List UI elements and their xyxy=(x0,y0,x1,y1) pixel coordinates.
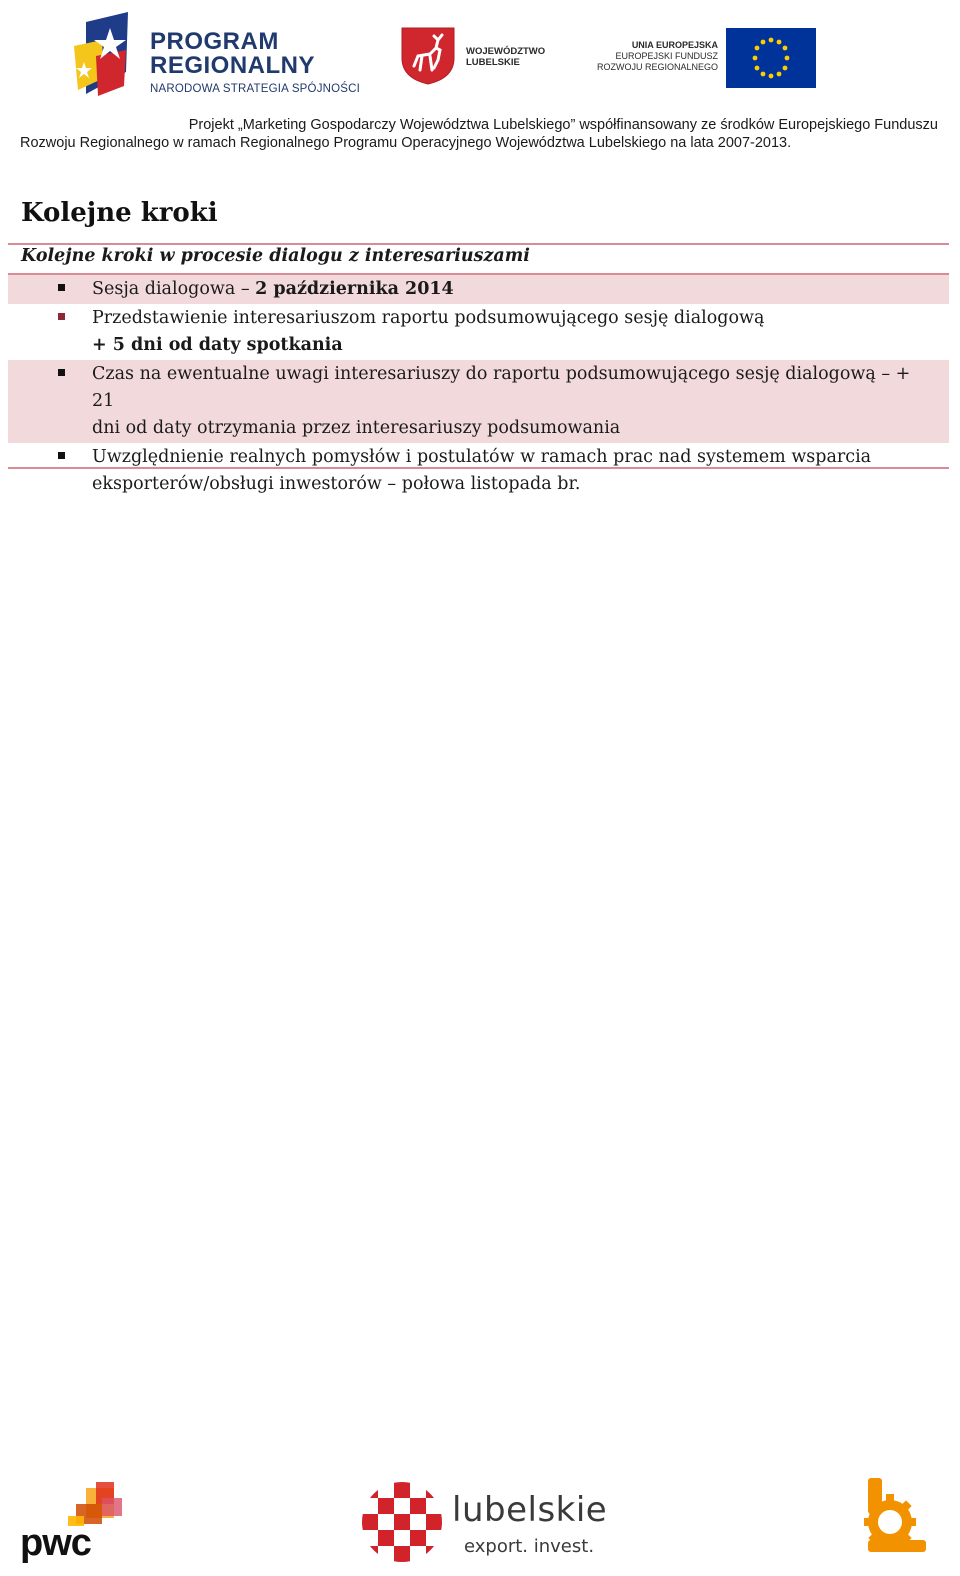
program-regionalny-logo xyxy=(72,10,362,102)
step-text-line2: dni od daty otrzymania przez interesariuszy podsumowania xyxy=(92,418,621,438)
program-logo-line3: NARODOWA STRATEGIA SPÓJNOŚCI xyxy=(150,83,361,95)
eu-logo-line3: ROZWOJU REGIONALNEGO xyxy=(596,62,718,72)
step-text-line2: eksporterów/obsługi inwestorów – połowa listopada br. xyxy=(92,474,581,494)
step-text: Przedstawienie interesariuszom raportu podsumowującego sesję dialogową xyxy=(92,308,765,328)
square-bullet-icon xyxy=(58,284,65,291)
step-text-bold: 2 października 2014 xyxy=(255,279,454,299)
step-text-line2-bold: + 5 dni od daty spotkania xyxy=(92,335,343,355)
pwc-logo xyxy=(20,1482,130,1564)
wojewodztwo-wordmark xyxy=(466,46,545,68)
table-bottom-rule xyxy=(8,467,949,469)
list-item xyxy=(8,443,949,499)
wojewodztwo-line1: WOJEWÓDZTWO xyxy=(466,46,546,57)
program-regionalny-wordmark xyxy=(150,30,360,95)
lubelskie-wordmark: lubelskie xyxy=(452,1490,608,1530)
step-text: Uwzględnienie realnych pomysłów i postulatów w ramach prac nad systemem wsparcia xyxy=(92,447,872,467)
step-text: Sesja dialogowa – xyxy=(92,279,256,299)
eu-logo-line2: EUROPEJSKI FUNDUSZ xyxy=(615,51,718,61)
next-steps-list xyxy=(8,275,949,499)
wojewodztwo-line2: LUBELSKIE xyxy=(466,57,520,68)
square-bullet-icon xyxy=(58,452,65,459)
program-logo-line1: PROGRAM xyxy=(150,28,279,55)
project-note-line1: Projekt „Marketing Gospodarczy Województwa Lubelskiego” współfinansowany ze środków Europejskiego Funduszu xyxy=(188,117,938,133)
project-note-line2: Rozwoju Regionalnego w ramach Regionalnego Programu Operacyjnego Województwa Lubelskiego na lata 2007-2013. xyxy=(20,135,792,151)
square-bullet-icon xyxy=(58,313,65,320)
section-subtitle: Kolejne kroki w procesie dialogu z interesariuszami xyxy=(21,246,530,266)
list-item xyxy=(8,360,949,443)
list-item xyxy=(8,304,949,360)
step-text: Czas na ewentualne uwagi interesariuszy do raportu podsumowującego sesję dialogową – + 21 xyxy=(92,364,911,411)
header-logo-bar xyxy=(0,8,960,104)
gear-logo-icon xyxy=(860,1476,930,1556)
project-cofinancing-note xyxy=(20,116,938,152)
program-regionalny-emblem-icon xyxy=(72,10,134,102)
program-logo-line2: REGIONALNY xyxy=(150,52,316,79)
eu-flag-icon xyxy=(726,28,816,88)
deer-crest-icon xyxy=(400,26,456,86)
checkered-ball-icon xyxy=(360,1480,444,1564)
footer-logo-bar xyxy=(0,1476,960,1576)
eu-fund-logo xyxy=(590,28,820,90)
eu-logo-line1: UNIA EUROPEJSKA xyxy=(631,40,718,50)
lubelskie-tagline: export. invest. xyxy=(464,1536,595,1557)
list-item xyxy=(8,275,949,304)
pwc-wordmark: pwc xyxy=(20,1522,91,1564)
page-title: Kolejne kroki xyxy=(21,198,218,228)
wojewodztwo-lubelskie-logo xyxy=(400,26,560,90)
table-top-rule xyxy=(8,243,949,245)
eu-fund-wordmark xyxy=(597,40,718,73)
square-bullet-icon xyxy=(58,369,65,376)
lubelskie-export-invest-logo xyxy=(360,1480,620,1570)
